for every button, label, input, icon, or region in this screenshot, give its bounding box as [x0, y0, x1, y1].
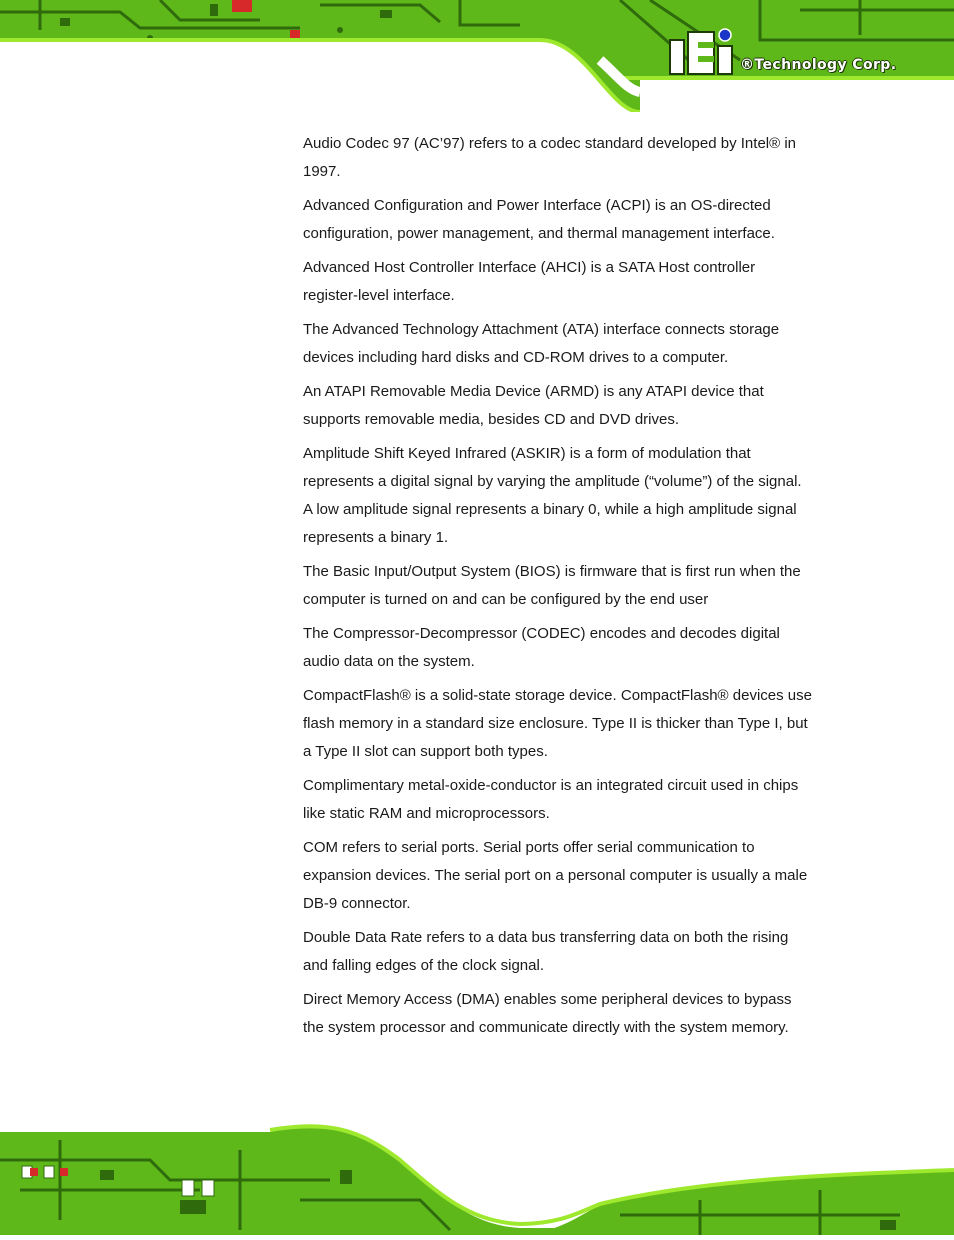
definition-dma: Direct Memory Access (DMA) enables some peripheral devices to bypass the system processor and communicate directly with the system memory.: [303, 991, 792, 1036]
circuit-board-footer-graphic: [0, 1120, 954, 1235]
circuit-board-header-graphic: [0, 0, 954, 112]
definition-acpi: Advanced Configuration and Power Interface (ACPI) is an OS-directed configuration, power management, and thermal management interface.: [303, 197, 775, 242]
glossary-definitions: [303, 130, 813, 1048]
definition-ddr: Double Data Rate refers to a data bus transferring data on both the rising and falling edges of the clock signal.: [303, 929, 789, 974]
definition-armd: An ATAPI Removable Media Device (ARMD) is any ATAPI device that supports removable media, besides CD and DVD drives.: [303, 383, 764, 428]
footer-banner: [0, 1120, 954, 1235]
definition-ac97: Audio Codec 97 (AC’97) refers to a codec standard developed by Intel® in 1997.: [303, 135, 797, 180]
definition-ahci: Advanced Host Controller Interface (AHCI) is a SATA Host controller register-level interface.: [303, 259, 756, 304]
definition-compactflash: CompactFlash® is a solid-state storage device. CompactFlash® devices use flash memory in a standard size enclosure. Type II is thicker than Type I, but a Type II slot can support both types.: [303, 687, 812, 760]
iei-logo-icon: [668, 26, 738, 76]
definition-codec: The Compressor-Decompressor (CODEC) encodes and decodes digital audio data on the system.: [303, 625, 780, 670]
definition-com: COM refers to serial ports. Serial ports offer serial communication to expansion devices. The serial port on a personal computer is usually a male DB-9 connector.: [303, 839, 808, 912]
header-banner: [0, 0, 954, 112]
definition-cmos: Complimentary metal-oxide-conductor is an integrated circuit used in chips like static RAM and microprocessors.: [303, 777, 799, 822]
definition-bios: The Basic Input/Output System (BIOS) is firmware that is first run when the computer is turned on and can be configured by the end user: [303, 563, 801, 608]
definition-ata: The Advanced Technology Attachment (ATA) interface connects storage devices including hard disks and CD-ROM drives to a computer.: [303, 321, 780, 366]
company-name: ®Technology Corp.: [740, 57, 897, 73]
definition-askir: Amplitude Shift Keyed Infrared (ASKIR) is a form of modulation that represents a digital signal by varying the amplitude (“volume”) of the signal. A low amplitude signal represents a binary 0, while a high amplitude signal represents a binary 1.: [303, 445, 802, 546]
